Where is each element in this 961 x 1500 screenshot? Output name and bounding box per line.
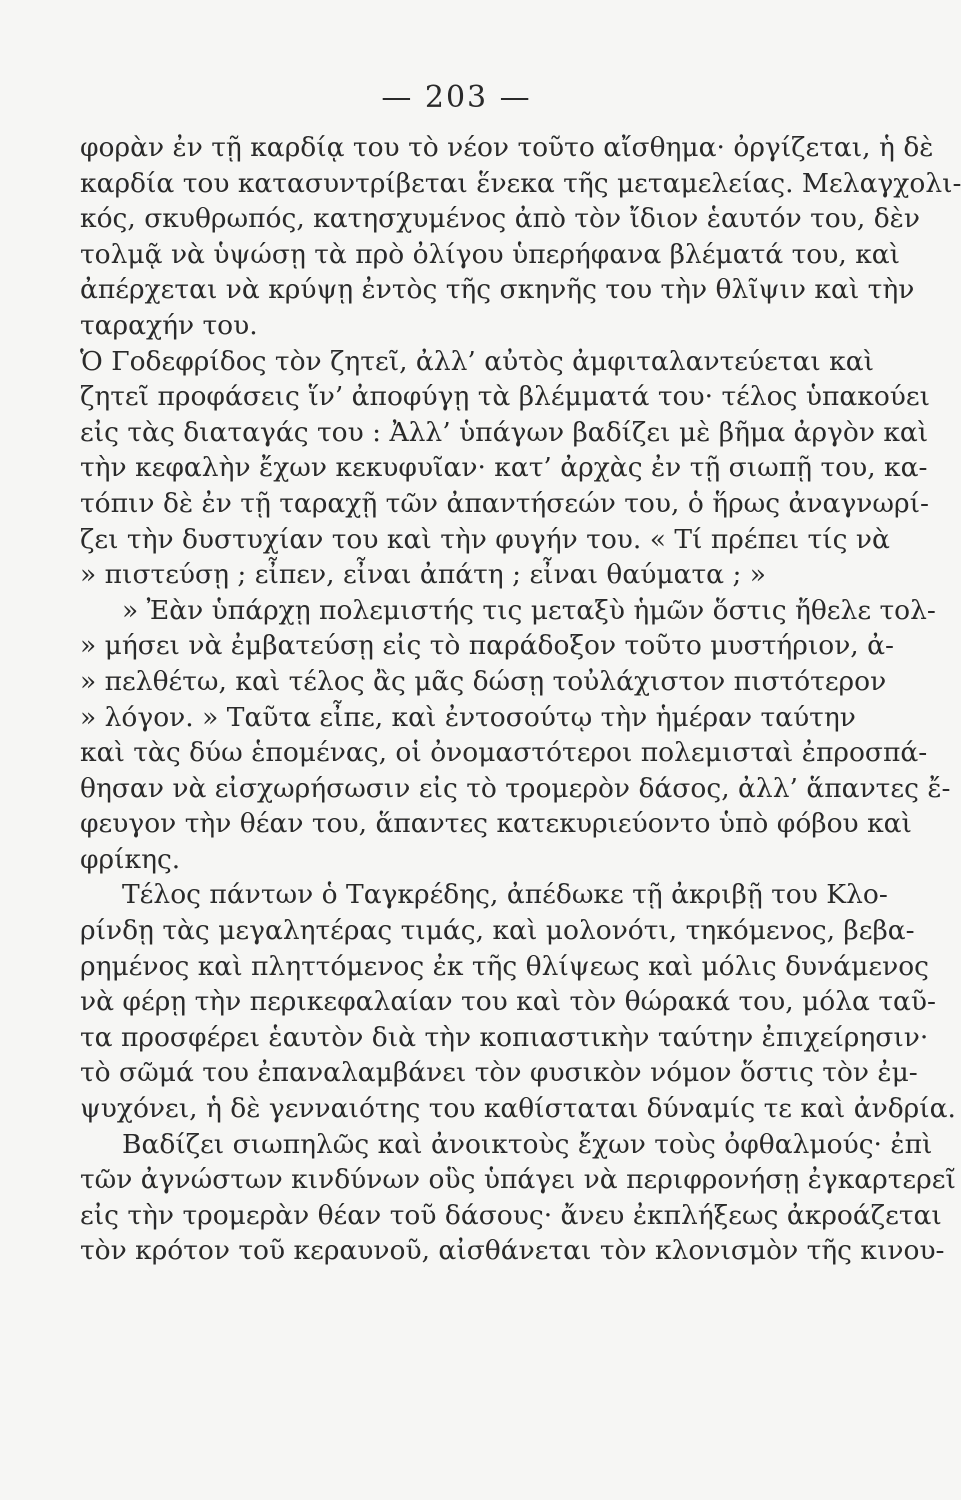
text-line-content: Ὁ Γοδεφρίδος τὸν ζητεῖ, ἀλλ’ αὐτὸς ἀμφιταλαντεύεται καὶ	[80, 345, 875, 377]
text-line-content: θησαν νὰ εἰσχωρήσωσιν εἰς τὸ τρομερὸν δάσος, ἀλλ’ ἅπαντες ἔ-	[80, 772, 951, 804]
text-line	[80, 379, 931, 415]
text-line	[80, 166, 961, 202]
text-line-content: Τέλος πάντων ὁ Ταγκρέδης, ἀπέδωκε τῇ ἀκριβῇ του Κλο-	[122, 879, 888, 911]
text-line	[80, 450, 928, 486]
text-line-content: ψυχόνει, ἡ δὲ γενναιότης του καθίσταται δύναμίς τε καὶ ἀνδρία.	[80, 1093, 956, 1125]
text-line-content: » Ἐὰν ὑπάρχῃ πολεμιστής τις μεταξὺ ἡμῶν ὅστις ἤθελε τολ-	[122, 594, 936, 626]
text-line	[80, 237, 901, 273]
body-text	[80, 130, 961, 1269]
text-line-content: φορὰν ἐν τῇ καρδίᾳ του τὸ νέον τοῦτο αἴσθημα· ὀργίζεται, ἡ δὲ	[80, 132, 934, 163]
text-line	[80, 593, 936, 629]
text-line-content: καὶ τὰς δύω ἑπομένας, οἱ ὀνομαστότεροι πολεμισταὶ ἐπροσπά-	[80, 737, 928, 769]
text-line	[80, 522, 890, 558]
text-line-content: φευγον τὴν θέαν του, ἅπαντες κατεκυριεύοντο ὑπὸ φόβου καὶ	[80, 808, 912, 840]
text-line	[80, 735, 928, 771]
text-line	[80, 984, 936, 1020]
text-line-content: τὸν κρότον τοῦ κεραυνοῦ, αἰσθάνεται τὸν κλονισμὸν τῆς κινου-	[80, 1235, 945, 1267]
text-line-content: εἰς τὴν τρομερὰν θέαν τοῦ δάσους· ἄνευ ἐκπλήξεως ἀκροάζεται	[80, 1199, 942, 1231]
text-line	[80, 272, 915, 308]
text-line	[80, 486, 929, 522]
text-line-content: τῶν ἀγνώστων κινδύνων οὓς ὑπάγει νὰ περιφρονήσῃ ἐγκαρτερεῖ	[80, 1164, 956, 1196]
text-line	[80, 628, 894, 664]
text-line-content: φρίκης.	[80, 843, 181, 875]
text-line-content: τὸ σῶμά του ἐπαναλαμβάνει τὸν φυσικὸν νόμον ὅστις τὸν ἐμ-	[80, 1057, 918, 1089]
text-line	[80, 1233, 945, 1269]
text-line	[80, 308, 800, 344]
text-line	[80, 1198, 942, 1234]
text-line	[80, 130, 934, 166]
text-line-content: τολμᾷ νὰ ὑψώσῃ τὰ πρὸ ὀλίγου ὑπερήφανα βλέματά του, καὶ	[80, 238, 901, 270]
text-line-content: τὴν κεφαλὴν ἔχων κεκυφυῖαν· κατ’ ἀρχὰς ἐν τῇ σιωπῇ του, κα-	[80, 452, 928, 484]
text-line	[80, 664, 887, 700]
text-line	[80, 557, 800, 593]
text-line-content: » πελθέτω, καὶ τέλος ἂς μᾶς δώσῃ τοὐλάχιστον πιστότερον	[80, 665, 887, 697]
text-line-content: εἰς τὰς διαταγάς του : Ἀλλ’ ὑπάγων βαδίζει μὲ βῆμα ἀργὸν καὶ	[80, 416, 929, 448]
text-line	[80, 415, 929, 451]
text-line-content: ταραχήν του.	[80, 309, 258, 341]
text-line-content: ζει τὴν δυστυχίαν του καὶ τὴν φυγήν του. « Τί πρέπει τίς νὰ	[80, 523, 890, 555]
text-line	[80, 344, 875, 380]
text-line-content: νὰ φέρῃ τὴν περικεφαλαίαν του καὶ τὸν θώρακά του, μόλα ταῦ-	[80, 986, 936, 1018]
text-line-content: ζητεῖ προφάσεις ἵν’ ἀποφύγῃ τὰ βλέμματά του· τέλος ὑπακούει	[80, 381, 931, 413]
text-line-content: » λόγον. » Ταῦτα εἶπε, καὶ ἐντοσούτῳ τὴν ἡμέραν ταύτην	[80, 701, 856, 733]
text-line-content: ἀπέρχεται νὰ κρύψῃ ἐντὸς τῆς σκηνῆς του τὴν θλῖψιν καὶ τὴν	[80, 274, 915, 306]
text-line	[80, 913, 915, 949]
text-line	[80, 877, 888, 913]
text-line	[80, 1055, 918, 1091]
page-number: — 203 —	[381, 80, 532, 115]
text-line	[80, 1127, 933, 1163]
text-line-content: » πιστεύσῃ ; εἶπεν, εἶναι ἀπάτη ; εἶναι θαύματα ; »	[80, 559, 767, 591]
text-line	[80, 1162, 956, 1198]
text-line	[80, 201, 920, 237]
text-line-content: τόπιν δὲ ἐν τῇ ταραχῇ τῶν ἀπαντήσεών του, ὁ ἥρως ἀναγνωρί-	[80, 487, 929, 519]
text-line-content: ρημένος καὶ πληττόμενος ἐκ τῆς θλίψεως καὶ μόλις δυνάμενος	[80, 950, 930, 982]
text-line-content: καρδία του κατασυντρίβεται ἕνεκα τῆς μεταμελείας. Μελαγχολι-	[80, 167, 961, 199]
text-line	[80, 806, 912, 842]
text-line-content: Βαδίζει σιωπηλῶς καὶ ἀνοικτοὺς ἔχων τοὺς ὀφθαλμούς· ἐπὶ	[122, 1128, 933, 1160]
text-line	[80, 771, 951, 807]
text-line	[80, 700, 856, 736]
text-line	[80, 1091, 956, 1127]
text-line-content: κός, σκυθρωπός, κατησχυμένος ἀπὸ τὸν ἴδιον ἑαυτόν του, δὲν	[80, 203, 920, 235]
text-line	[80, 1020, 929, 1056]
text-line	[80, 949, 930, 985]
text-line-content: τα προσφέρει ἑαυτὸν διὰ τὴν κοπιαστικὴν ταύτην ἐπιχείρησιν·	[80, 1021, 929, 1053]
text-line-content: ρίνδῃ τὰς μεγαλητέρας τιμάς, καὶ μολονότι, τηκόμενος, βεβα-	[80, 915, 915, 947]
text-line	[80, 842, 800, 878]
text-line-content: » μήσει νὰ ἐμβατεύσῃ εἰς τὸ παράδοξον τοῦτο μυστήριον, ἀ-	[80, 630, 894, 662]
